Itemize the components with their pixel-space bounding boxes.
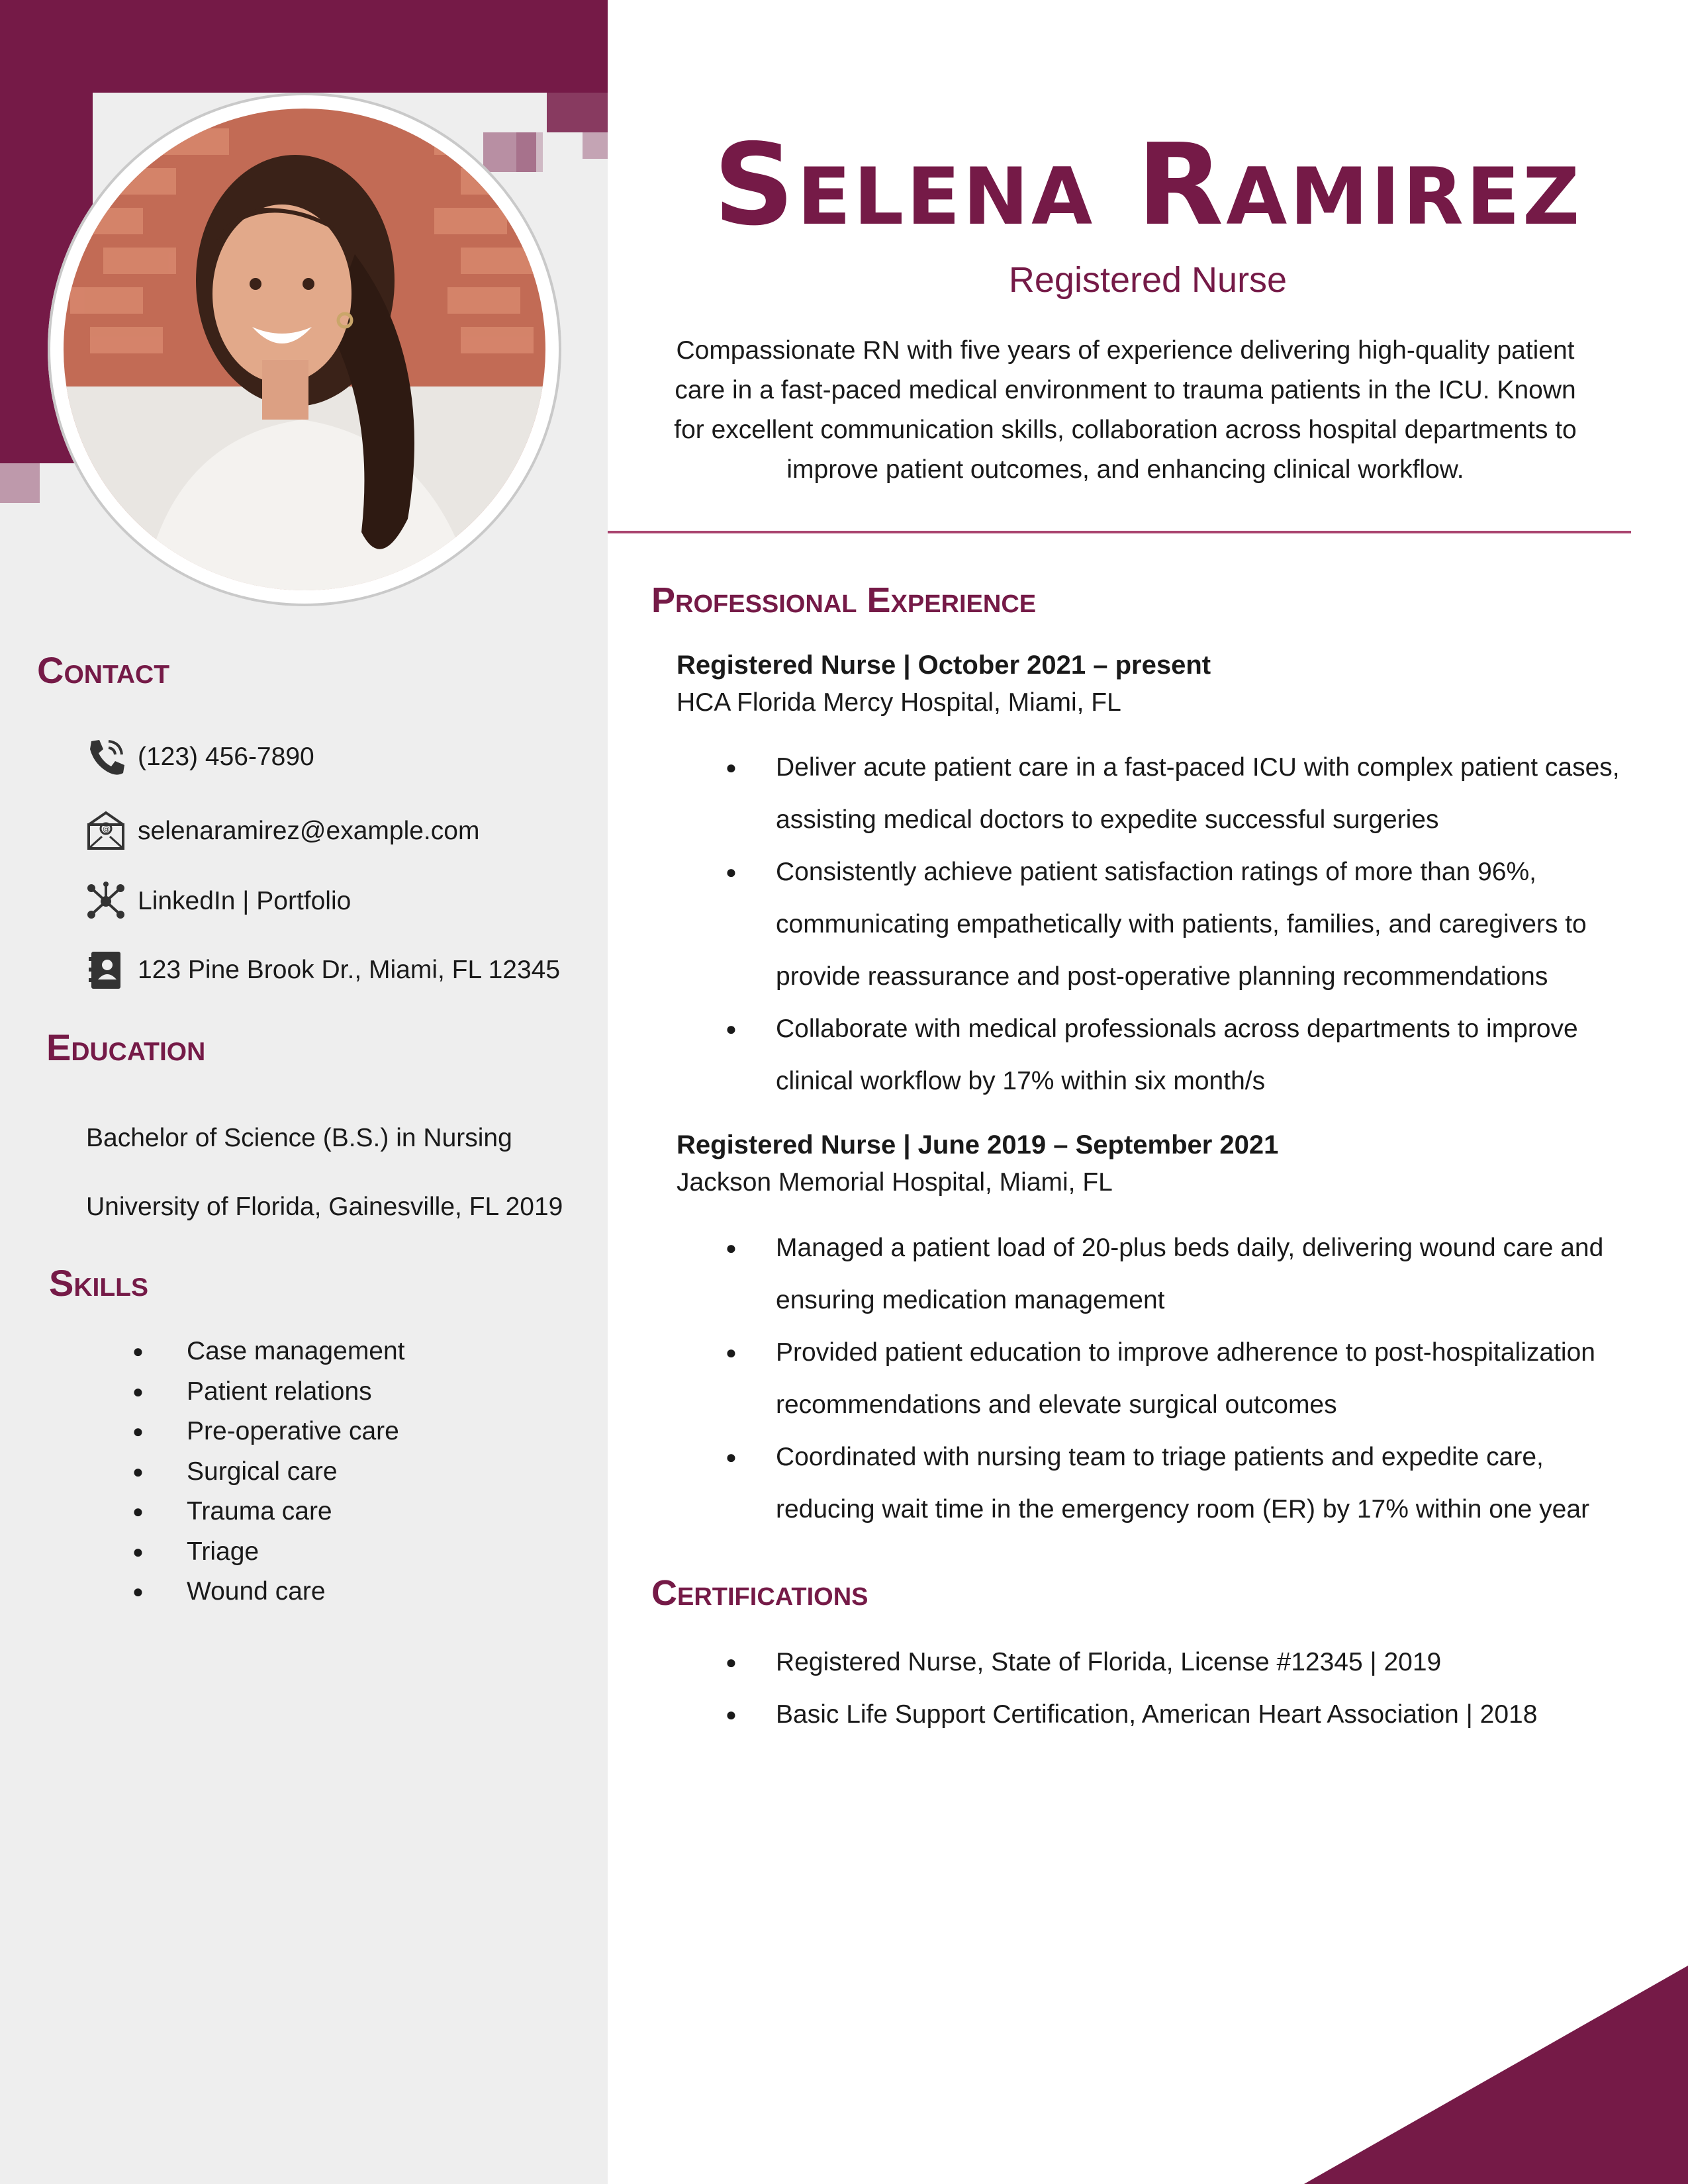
job-title: Registered Nurse | June 2019 – September 2021 — [677, 1130, 1279, 1160]
corner-accent — [1304, 1966, 1688, 2184]
links-text[interactable]: LinkedIn | Portfolio — [138, 887, 352, 915]
job-org: Jackson Memorial Hospital, Miami, FL — [677, 1168, 1113, 1197]
decor-pixel — [516, 132, 543, 172]
certification-item: ● Registered Nurse, State of Florida, License #12345 | 2019 — [726, 1636, 1632, 1688]
skills-list — [132, 1332, 405, 1612]
skill-item: ● Surgical care — [132, 1452, 405, 1492]
job-bullet: ● Coordinated with nursing team to triage patients and expedite care, reducing wait time in the emergency room (ER) by 17% within one year — [726, 1431, 1632, 1535]
address-book-icon — [83, 948, 128, 993]
job-bullet: ● Managed a patient load of 20-plus beds daily, delivering wound care and ensuring medication management — [726, 1222, 1632, 1326]
header-divider — [608, 531, 1631, 533]
contact-email — [83, 809, 479, 854]
job-title: Registered Nurse | October 2021 – present — [677, 651, 1211, 680]
address-text: 123 Pine Brook Dr., Miami, FL 12345 — [138, 956, 561, 984]
education-school: University of Florida, Gainesville, FL 2019 — [86, 1193, 563, 1221]
job-bullets — [726, 741, 1632, 1107]
email-icon — [83, 809, 128, 854]
skill-item: ● Wound care — [132, 1572, 405, 1612]
certification-item: ● Basic Life Support Certification, American Heart Association | 2018 — [726, 1688, 1632, 1741]
job-bullet: ● Consistently achieve patient satisfaction ratings of more than 96%, communicating empathetically with patients, families, and caregivers to provide reassurance and post-operative planning recommendations — [726, 846, 1632, 1003]
skill-item: ● Case management — [132, 1332, 405, 1372]
professional-summary: Compassionate RN with five years of experience delivering high-quality patient care in a fast-paced medical environment to trauma patients in the ICU. Known for excellent communication skills, collaboration across hospital departments to improve patient outcomes, and enhancing clinical workflow. — [674, 336, 1577, 484]
decor-pixel — [547, 93, 608, 132]
skill-item: ● Pre-operative care — [132, 1412, 405, 1452]
skills-heading: Skills — [49, 1262, 149, 1304]
skill-item: ● Trauma care — [132, 1492, 405, 1532]
job-bullet: ● Deliver acute patient care in a fast-paced ICU with complex patient cases, assisting medical doctors to expedite successful surgeries — [726, 741, 1632, 846]
skill-item: ● Patient relations — [132, 1372, 405, 1412]
contact-heading: Contact — [37, 649, 170, 691]
job-org: HCA Florida Mercy Hospital, Miami, FL — [677, 688, 1121, 717]
candidate-role: Registered Nurse — [1008, 260, 1288, 300]
decor-pixel — [0, 463, 40, 503]
education-heading: Education — [46, 1026, 206, 1068]
job-bullets — [726, 1222, 1632, 1535]
job-bullet: ● Provided patient education to improve adherence to post-hospitalization recommendations and elevate surgical outcomes — [726, 1326, 1632, 1431]
candidate-name: Selena Ramirez — [713, 120, 1583, 251]
job-bullet: ● Collaborate with medical professionals across departments to improve clinical workflow by 17% within six month/s — [726, 1003, 1632, 1107]
email-text[interactable]: selenaramirez@example.com — [138, 817, 480, 845]
network-icon — [83, 879, 128, 924]
contact-address — [83, 948, 560, 993]
education-degree: Bachelor of Science (B.S.) in Nursing — [86, 1124, 512, 1152]
phone-text[interactable]: (123) 456-7890 — [138, 743, 314, 771]
skill-item: ● Triage — [132, 1532, 405, 1572]
svg-text:@: @ — [103, 825, 110, 833]
certifications-heading: Certifications — [651, 1573, 868, 1613]
experience-heading: Professional Experience — [651, 580, 1037, 620]
profile-photo — [64, 109, 545, 590]
contact-phone — [83, 735, 314, 780]
decor-pixel — [0, 424, 66, 463]
contact-links — [83, 879, 351, 924]
decor-pixel — [583, 132, 608, 159]
certifications-list — [726, 1636, 1632, 1741]
phone-icon — [83, 735, 128, 780]
